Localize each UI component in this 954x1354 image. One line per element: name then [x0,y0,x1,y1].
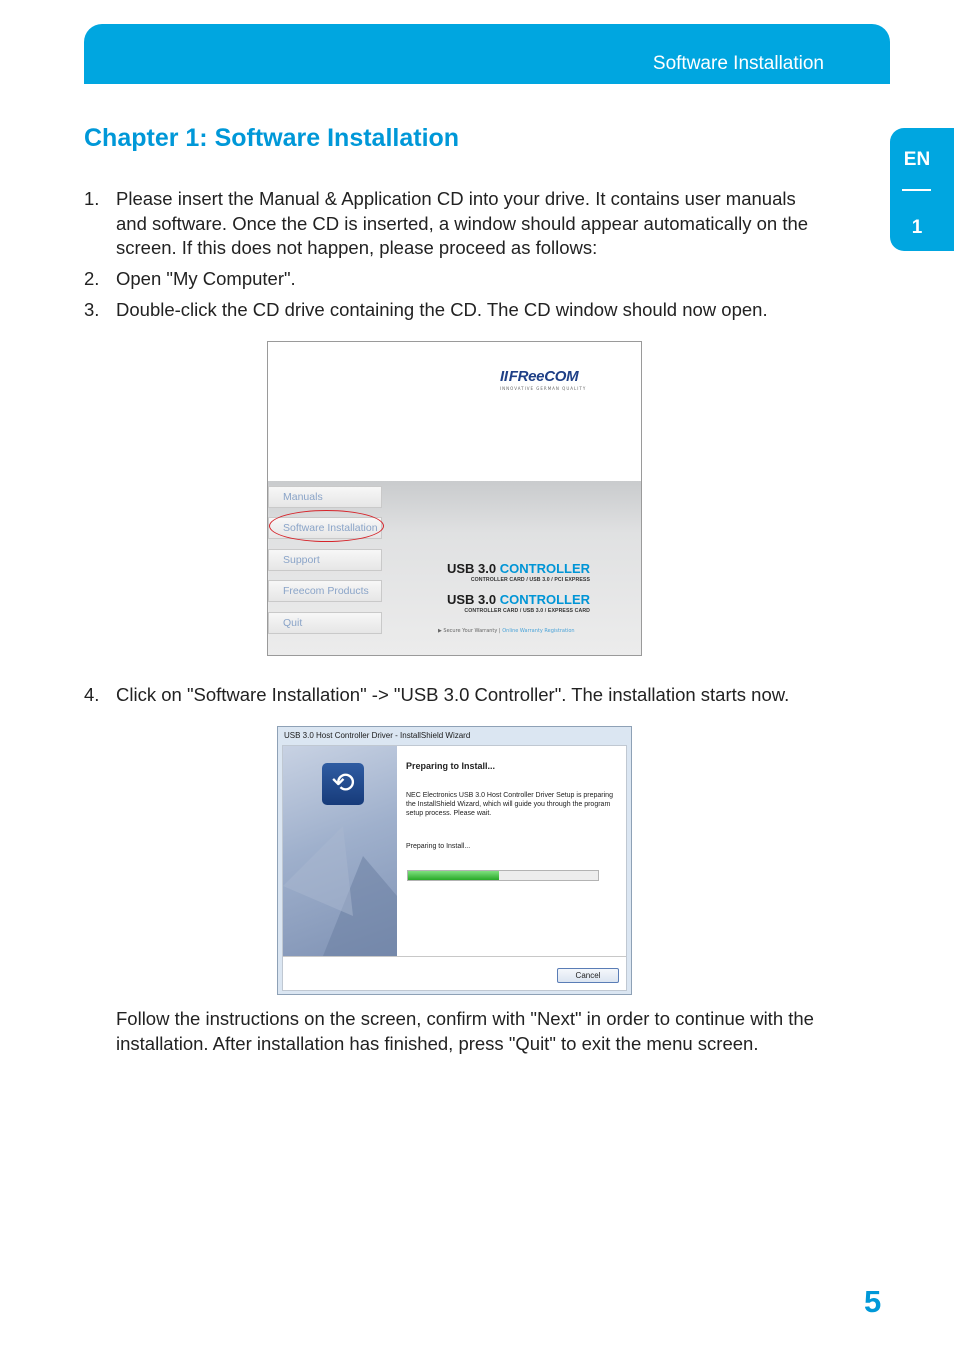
warranty-line: ▶ Secure Your Warranty | Online Warranty Registration [438,628,575,634]
step-2 [84,267,829,292]
progress-bar [407,870,599,881]
wizard-status: Preparing to Install... [406,843,471,850]
step-number: 3. [84,299,100,320]
chapter-number: 1 [911,217,923,238]
step-4 [84,683,829,708]
logo-tagline: INNOVATIVE GERMAN QUALITY [500,386,587,391]
step-1 [84,187,829,261]
step-number: 2. [84,268,100,289]
menu-quit[interactable]: Quit [268,612,382,634]
page-number: 5 [864,1284,882,1319]
logo-bars: II [500,368,508,385]
menu-support[interactable]: Support [268,549,382,571]
warranty-link[interactable]: Online Warranty Registration [502,628,575,634]
menu-manuals[interactable]: Manuals [268,486,382,508]
wizard-side-panel [283,746,397,956]
footer-divider [283,956,626,957]
product-express-card[interactable]: USB 3.0 CONTROLLER CONTROLLER CARD / USB 3.0 / EXPRESS CARD [447,592,591,614]
step-3 [84,298,829,323]
wizard-body [282,745,627,991]
step-text: Click on "Software Installation" -> "USB 3.0 Controller". The installation starts now. [116,684,790,705]
section-label: Software Installation [652,53,824,74]
wizard-description: NEC Electronics USB 3.0 Host Controller Driver Setup is preparing the InstallShield Wizard, which will guide you through the program setup process. Please wait. [406,792,613,817]
language-tab [890,128,954,251]
wizard-heading: Preparing to Install... [406,761,496,771]
cancel-button[interactable]: Cancel [557,968,619,983]
chapter-title: Chapter 1: Software Installation [84,124,460,152]
step-number: 1. [84,188,100,209]
installshield-window [277,726,632,995]
step-text: Double-click the CD drive containing the CD. The CD window should now open. [116,299,768,320]
window-title: USB 3.0 Host Controller Driver - InstallShield Wizard [284,731,471,740]
cd-autorun-window [267,341,642,656]
step-number: 4. [84,684,100,705]
step-text: Open "My Computer". [116,268,296,289]
installshield-icon: ⟲ [322,763,364,805]
menu-freecom-products[interactable]: Freecom Products [268,580,382,602]
menu-software-installation[interactable]: Software Installation [268,517,382,539]
header-bar [84,24,890,84]
freecom-logo [500,366,595,391]
step-text: Please insert the Manual & Application CD into your drive. It contains user manuals and software. Once the CD is inserted, a window should appear automatically on the screen. If this does not happen, please proceed as follows: [116,188,809,258]
language-label: EN [903,149,931,170]
progress-fill [408,871,499,880]
logo-wordmark: FReeCOM [508,368,579,385]
highlight-circle [269,510,384,542]
tab-divider [902,189,931,191]
follow-instructions: Follow the instructions on the screen, confirm with "Next" in order to continue with the installation. After installation has finished, press "Quit" to exit the menu screen. [116,1008,814,1054]
product-pci-express[interactable]: USB 3.0 CONTROLLER CONTROLLER CARD / USB 3.0 / PCI EXPRESS [447,561,591,583]
